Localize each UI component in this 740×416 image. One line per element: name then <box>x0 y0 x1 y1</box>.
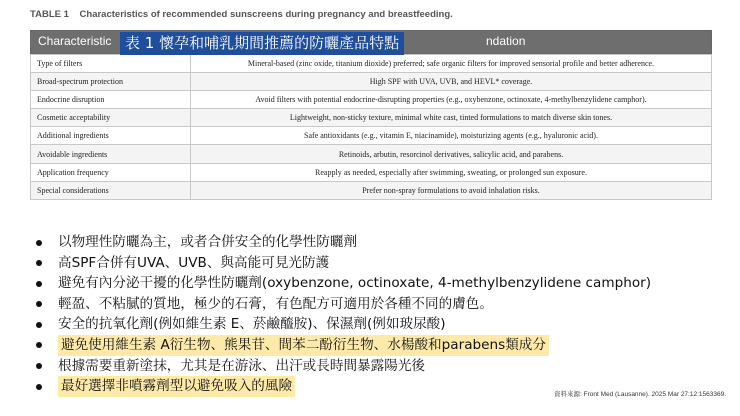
bullet-text: 輕盈、不粘膩的質地，極少的石膏，有色配方可適用於各種不同的膚色。 <box>58 295 493 312</box>
bullet-text: 避免有內分泌干擾的化學性防曬劑(oxybenzone, octinoxate, 4-methylbenzylidene camphor) <box>58 275 652 292</box>
bullet-item <box>34 294 714 315</box>
bullet-item <box>34 253 714 274</box>
bullet-item <box>34 356 714 377</box>
bullet-dot-icon <box>36 301 42 307</box>
table-row <box>31 73 712 91</box>
bullet-text-highlighted: 避免使用維生素 A衍生物、熊果苷、間苯二酚衍生物、水楊酸和parabens類成分 <box>58 335 549 356</box>
characteristics-table <box>30 30 712 200</box>
table-cell-category: Special considerations <box>31 181 191 199</box>
table-cell-category: Cosmetic acceptability <box>31 109 191 127</box>
table-row <box>31 91 712 109</box>
bullet-text-highlighted: 最好選擇非噴霧劑型以避免吸入的風險 <box>58 376 295 397</box>
table-cell-category: Additional ingredients <box>31 127 191 145</box>
bullet-text: 以物理性防曬為主，或者合併安全的化學性防曬劑 <box>58 234 358 250</box>
bullet-dot-icon <box>36 260 42 266</box>
table-cell-description: Lightweight, non-sticky texture, minimal white cast, tinted formulations to match diverse skin tones. <box>191 109 712 127</box>
bullet-item <box>34 314 714 335</box>
chinese-title-overlay: 表 1 懷孕和哺乳期間推薦的防曬產品特點 <box>120 32 404 55</box>
table-cell-description: Safe antioxidants (e.g., vitamin E, niacinamide), moisturizing agents (e.g., hyaluronic acid). <box>191 127 712 145</box>
bullet-dot-icon <box>36 342 42 348</box>
bullet-item <box>34 335 714 356</box>
bullet-dot-icon <box>36 363 42 369</box>
table-row <box>31 181 712 199</box>
bullet-text: 高SPF合併有UVA、UVB、與高能可見光防護 <box>58 254 330 271</box>
bullet-dot-icon <box>36 240 42 246</box>
table-header-recommendation: ndation <box>486 34 526 48</box>
table-cell-description: High SPF with UVA, UVB, and HEVL* coverage. <box>191 73 712 91</box>
bullet-dot-icon <box>36 322 42 328</box>
table-row <box>31 163 712 181</box>
table-row <box>31 127 712 145</box>
table-cell-description: Prefer non-spray formulations to avoid inhalation risks. <box>191 181 712 199</box>
bullet-item <box>34 273 714 294</box>
table-cell-description: Reapply as needed, especially after swimming, sweating, or prolonged sun exposure. <box>191 163 712 181</box>
bullet-list <box>34 232 714 397</box>
table-caption <box>30 9 453 20</box>
table-cell-category: Avoidable ingredients <box>31 145 191 163</box>
bullet-dot-icon <box>36 281 42 287</box>
bullet-text: 安全的抗氧化劑(例如維生素 E、菸鹼醯胺)、保濕劑(例如玻尿酸) <box>58 316 446 333</box>
table-row <box>31 145 712 163</box>
table-cell-description: Avoid filters with potential endocrine-disrupting properties (e.g., oxybenzone, octinoxate, 4-methylbenzylidene camphor). <box>191 91 712 109</box>
table-cell-description: Mineral-based (zinc oxide, titanium dioxide) preferred; safe organic filters for improved sensorial profile and better adherence. <box>191 55 712 73</box>
bullet-text: 根據需要重新塗抹，尤其是在游泳、出汗或長時間暴露陽光後 <box>58 357 426 374</box>
table-cell-category: Type of filters <box>31 55 191 73</box>
table-cell-category: Broad-spectrum protection <box>31 73 191 91</box>
table-row <box>31 109 712 127</box>
table-caption-number: TABLE 1 <box>30 9 69 20</box>
table-cell-category: Application frequency <box>31 163 191 181</box>
table-cell-category: Endocrine disruption <box>31 91 191 109</box>
bullet-item <box>34 232 714 253</box>
table-cell-description: Retinoids, arbutin, resorcinol derivatives, salicylic acid, and parabens. <box>191 145 712 163</box>
bullet-dot-icon <box>36 384 42 390</box>
table-header-characteristic: Characteristic <box>38 34 112 48</box>
table-body <box>30 54 712 200</box>
table-caption-text: Characteristics of recommended sunscreens during pregnancy and breastfeeding. <box>79 9 453 20</box>
table-row <box>31 55 712 73</box>
source-citation: 資料來源: Front Med (Lausanne). 2025 Mar 27:12:1563369. <box>554 391 726 398</box>
